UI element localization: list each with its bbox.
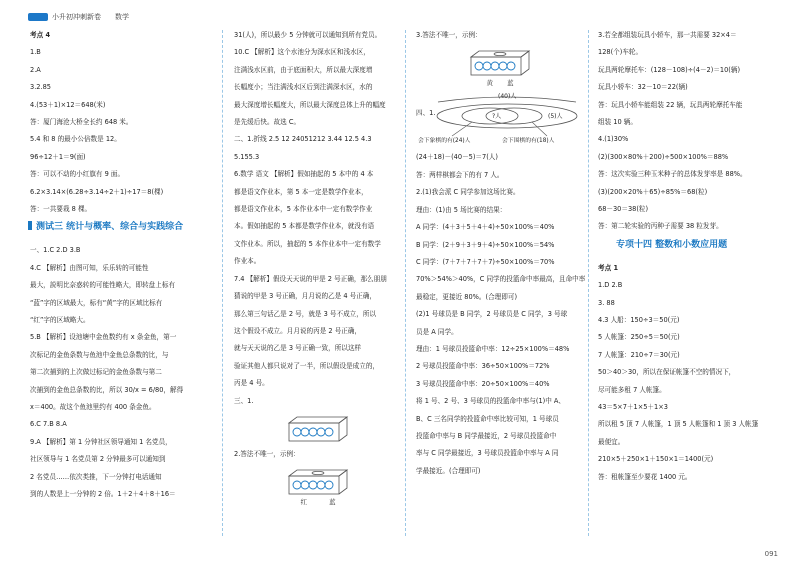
text-line: 2.A [30,65,41,74]
text-line: 一、1.C 2.D 3.B [30,246,81,255]
venn-caption-go: 会下围棋的有(18)人 [502,138,555,145]
text-line: 三、1. [234,396,254,405]
text-line: 这个假设不成立。月月说的丙是 2 号正确， [234,326,362,335]
text-line: 最稳定，更接近 80%。(合理即可) [416,292,518,301]
text-line: 玩具两轮摩托车：(128－108)÷(4－2)＝10(辆) [598,65,741,74]
text-line: C 同学：(7＋7＋7＋7＋7)÷50×100%＝70% [416,257,555,266]
venn-prefix: 四、1. [416,109,436,118]
venn-total: (40)人 [498,93,517,101]
ball-box-diagram-1 [234,413,402,443]
series-title: 小升初冲刺新卷 [52,13,101,21]
text-line: 答：一共要栽 8 棵。 [30,205,92,214]
text-line: 3.2.85 [30,83,51,92]
text-line: 10.C 【解析】这个水池分为深水区和浅水区， [234,48,370,57]
text-line: 验证其他人都只说对了一半，所以假设是成立的， [234,361,380,370]
text-line: 答：厦门海沧大桥全长约 648 米。 [30,118,133,127]
text-line: 2.(1)我会派 C 同学参加这场比赛。 [416,188,520,197]
text-line: 2.答法不唯一，示例： [234,449,300,458]
text-line: 就与天天说的乙是 3 号正确一致，所以这样 [234,344,362,353]
label-blue: 蓝 [507,79,514,88]
answer-column-1 [30,30,220,507]
page-header [28,10,129,24]
section-mark-icon [28,221,32,230]
text-line: 96÷12＋1＝9(面) [30,152,86,161]
text-line: 6.2×3.14×(6.28÷3.14÷2＋1)÷17＝8(棵) [30,187,164,196]
answer-column-4 [598,30,776,489]
venn-neither: (5)人 [548,113,563,121]
text-line: 2 名党员……依次类推，下一分钟打电话通知 [30,472,162,481]
label-blue: 蓝 [329,498,336,507]
answer-column-3 [416,30,584,483]
text-line: 4.C 【解析】由图可知，乐乐转的可能性 [30,263,149,272]
text-line: 70%＞54%＞40%，C 同学的投篮命中率最高，且命中率 [416,275,586,284]
text-line: 68－30＝38(粒) [598,205,649,214]
section-heading [28,221,220,235]
text-line: 丙是 4 号。 [234,379,269,388]
text-line: 到的人数是上一分钟的 2 倍。1＋2＋4＋8＋16＝ [30,490,176,499]
text-line: 组装 10 辆。 [598,118,637,127]
label-yellow: 黄 [486,79,493,88]
text-line: 所以租 5 顶 7 人帐篷，1 顶 5 人帐篷和 1 顶 3 人帐篷 [598,420,759,429]
text-line: 最大深度增长幅度大，所以最大深度总体上升的幅度 [234,100,386,109]
section-title: 专项十四 整数和小数应用题 [616,239,728,250]
text-line: 31(人)，所以最少 5 分钟就可以通知到所有党员。 [234,31,382,39]
ball-labels [301,497,336,507]
text-line: “蓝”字的区域最大，标有“黄”字的区域比标有 [30,298,163,307]
text-line: 考点 1 [598,263,619,272]
text-line: 那么第三句话乙是 2 号，就是 3 号不成立，所以 [234,309,377,318]
text-line: (3)(200×20%＋65)÷85%＝68(粒) [598,187,708,196]
text-line: 3. 88 [598,298,615,307]
text-line: 率与 C 同学最接近，3 号球员投篮命中率与 A 同 [416,449,559,458]
text-line: B、C 三名同学的投篮命中率比较可知，1 号球员 [416,414,559,423]
text-line: 9.A 【解析】第 1 分钟社区领导通知 1 名党员， [30,437,172,446]
text-line: 1.D 2.B [598,281,623,290]
page-number: 091 [764,550,778,558]
text-line: 考点 4 [30,31,51,39]
text-line: 答：租帐篷至少要花 1400 元。 [598,472,692,481]
text-line: 二、1.折线 2.5 12 24051212 3.44 12.5 4.3 [234,135,372,144]
text-line: 6.C 7.B 8.A [30,420,67,429]
box-with-balls-icon [283,413,353,443]
text-line: B 同学：(2＋9＋3＋9＋4)÷50×100%＝54% [416,240,555,249]
text-line: 43＝5×7＋1×5＋1×3 [598,403,668,412]
text-line: A 同学：(4＋3＋5＋4＋4)÷50×100%＝40% [416,223,555,232]
text-line: 尽可能多租 7 人帐篷。 [598,385,666,394]
text-line: 玩具小轿车：32－10＝22(辆) [598,83,688,92]
text-line: 7 人帐篷：210÷7＝30(元) [598,350,680,359]
text-line: 3.答法不唯一，示例： [416,31,482,39]
text-line: 4.3 人船：150÷3＝50(元) [598,316,680,325]
ball-labels [487,78,514,88]
text-line: 4.(1)30% [598,135,629,144]
text-line: 次标记的金鱼条数与鱼池中金鱼总条数的比，与 [30,350,169,359]
text-line: 最大，説明比奈惑转的可能性略大，即转盘上标有 [30,281,176,290]
text-line: 7.4 【解析】假设天天说的甲是 2 号正确，那么朋朋 [234,274,387,283]
text-line: 2 号球员投篮命中率：36÷50×100%＝72% [416,362,550,371]
text-line: 第二次捕到的上次做过标记的金鱼条数与第二 [30,368,162,377]
text-line: 5 人帐篷：250÷5＝50(元) [598,333,680,342]
text-line: 投篮命中率与 B 同学最接近，2 号球员投篮命中 [416,431,557,440]
text-line: 6.数学 语文 【解析】假如抽起的 5 本中的 4 本 [234,170,374,179]
text-line: 是先缓后快。故选 C。 [234,118,301,127]
text-line: 3.若全都组装玩具小轿车，那一共需要 32×4＝ [598,31,737,39]
text-line: 理由：1 号球员投篮命中率：12÷25×100%＝48% [416,344,570,353]
text-line: 都是语文作业本，第 5 本一定是数学作业本， [234,187,368,196]
box-with-balls-icon [465,47,535,77]
venn-caption-chess: 会下象棋的有(24)人 [418,138,471,145]
text-line: 210×5＋250×1＋150×1＝1400(元) [598,455,714,464]
text-line: 5.155.3 [234,152,260,161]
text-line: x＝400。故这个鱼池里约有 400 条金鱼。 [30,403,156,412]
text-line: 答：这次实验三种玉米种子的总体发芽率是 88%。 [598,170,747,179]
text-line: 员是 A 同学。 [416,327,458,336]
label-red: 红 [300,498,307,507]
column-divider [588,30,589,536]
text-line: 答：第二轮实验的丙种子需要 38 粒发芽。 [598,222,723,231]
subject-label: 数学 [115,13,129,21]
text-line: “红”字的区域略大。 [30,316,90,325]
column-divider [222,30,223,536]
text-line: 答：可以不动的小红旗有 9 面。 [30,170,125,179]
text-line: 猜说的甲是 3 号正确，月月说的乙是 4 号正确， [234,292,377,301]
text-line: 答：两样棋都会下的有 7 人。 [416,170,504,179]
text-line: 次捕到的金鱼总条数的比，所以 30/x = 6/80，解得 [30,385,184,394]
text-line: 都是语文作业本，5 本作业本中一定有数学作业 [234,205,373,214]
ball-box-diagram-2 [234,466,402,507]
brand-logo-icon [28,13,48,21]
venn-diagram [416,94,584,146]
text-line: 1.B [30,48,41,57]
text-line: 本。假如抽起的 5 本都是数学作业本，就没有语 [234,222,375,231]
text-line: 3 号球员投篮命中率：20÷50×100%＝40% [416,379,550,388]
text-line: (2)(300×80%＋200)÷500×100%＝88% [598,152,729,161]
text-line: (2)1 号球员是 B 同学，2 号球员是 C 同学，3 号球 [416,310,568,319]
ball-box-diagram-3 [416,47,584,88]
text-line: (24＋18)－(40－5)＝7(人) [416,153,498,162]
text-line: 作业本。 [234,257,261,266]
text-line: 长幅度小；当注满浅水区后到注满深水区，水的 [234,83,373,92]
text-line: 50＞40＞30，所以在保证帐篷不空的情况下， [598,368,736,377]
text-line: 社区领导与 1 名党员第 2 分钟最多可以通知到 [30,455,166,464]
text-line: 注满浅水区前，由于底面积大，所以最大深度增 [234,65,373,74]
text-line: 5.4 和 8 的最小公倍数是 12。 [30,135,121,144]
text-line: 4.(53＋1)×12＝648(米) [30,100,106,109]
section-heading [616,239,776,253]
section-title: 测试三 统计与概率、综合与实践综合 [36,222,184,233]
text-line: 将 1 号、2 号、3 号球员的投篮命中率与(1)中 A、 [416,397,566,406]
venn-overlap: ?人 [492,113,502,121]
column-divider [405,30,406,536]
text-line: 128(个)车轮。 [598,48,643,57]
text-line: 理由：(1)由 5 场比赛的结果： [416,205,507,214]
text-line: 5.B 【解析】设池塘中金鱼数约有 x 条金鱼，第一 [30,333,177,342]
answer-column-2 [234,30,402,513]
text-line: 学最接近。(合理即可) [416,466,481,475]
text-line: 答：玩具小轿车能组装 22 辆，玩具两轮摩托车能 [598,100,743,109]
text-line: 最便宜。 [598,437,625,446]
text-line: 文作业本。所以，抽起的 5 本作业本中一定有数学 [234,239,381,248]
box-with-balls-icon [283,466,353,496]
